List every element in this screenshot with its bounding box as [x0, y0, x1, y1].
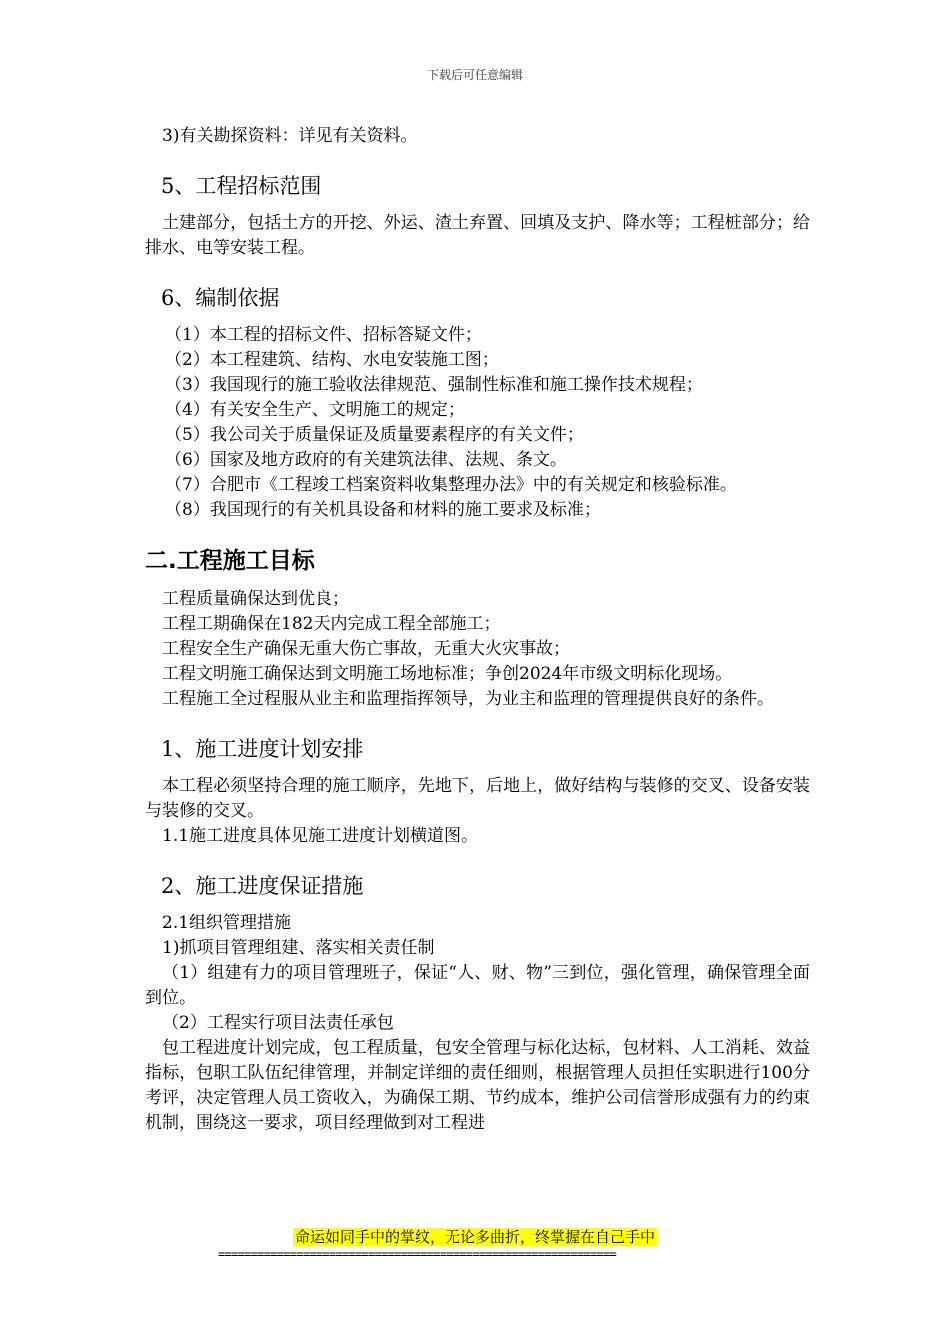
footer-rule: ============================================================= — [218, 1247, 617, 1261]
list-item: （3）我国现行的施工验收法律规范、强制性标准和施工操作技术规程； — [165, 375, 703, 395]
heading-basis: 6、编制依据 — [161, 286, 280, 310]
paragraph-survey: 3)有关勘探资料：详见有关资料。 — [162, 126, 418, 146]
heading-bid-scope: 5、工程招标范围 — [161, 174, 322, 198]
page-header: 下载后可任意编辑 — [426, 68, 523, 82]
paragraph-schedule-order: 本工程必须坚持合理的施工顺序，先地下，后地上，做好结构与装修的交叉、设备安装与装修的交叉。 — [145, 776, 810, 821]
paragraph-contract-detail: 包工程进度计划完成，包工程质量，包安全管理与标化达标，包材料、人工消耗、效益指标，包职工队伍纪律管理，并制定详细的责任细则，根据管理人员担任实职进行100分考评，决定管理人员工资收入，为确保工期、节约成本，维护公司信誉形成强有力的约束机制，围绕这一要求，项目经理做到对工程进 — [145, 1038, 810, 1133]
paragraph-team: （1）组建有力的项目管理班子，保证“人、财、物”三到位，强化管理，确保管理全面到位。 — [145, 963, 810, 1008]
goal-item: 工程质量确保达到优良； — [162, 589, 349, 609]
paragraph-contract: （2）工程实行项目法责任承包 — [162, 1013, 394, 1033]
list-item: （7）合肥市《工程竣工档案资料收集整理办法》中的有关规定和核验标准。 — [165, 475, 737, 495]
basis-list — [145, 323, 810, 523]
paragraph-bid-scope: 土建部分，包括土方的开挖、外运、渣土弃置、回填及支护、降水等；工程桩部分；给排水、电等安装工程。 — [145, 213, 810, 258]
list-item: （6）国家及地方政府的有关建筑法律、法规、条文。 — [165, 450, 567, 470]
heading-construction-goals: 二.工程施工目标 — [145, 548, 315, 574]
footer-motto — [0, 1227, 950, 1247]
document-body — [145, 124, 810, 1136]
list-item: （8）我国现行的有关机具设备和材料的施工要求及标准； — [165, 500, 601, 520]
list-item: （2）本工程建筑、结构、水电安装施工图； — [165, 350, 499, 370]
list-item: （5）我公司关于质量保证及质量要素程序的有关文件； — [165, 425, 584, 445]
paragraph-responsibility: 1)抓项目管理组建、落实相关责任制 — [162, 938, 435, 958]
goal-item: 工程安全生产确保无重大伤亡事故，无重大火灾事故； — [162, 639, 570, 659]
paragraph-schedule-chart: 1.1施工进度具体见施工进度计划横道图。 — [162, 826, 479, 846]
heading-schedule-plan: 1、施工进度计划安排 — [161, 737, 364, 761]
footer-motto-text: 命运如同手中的掌纹，无论多曲折，终掌握在自己手中 — [294, 1228, 655, 1246]
list-item: （4）有关安全生产、文明施工的规定； — [165, 400, 465, 420]
goal-item: 工程施工全过程服从业主和监理指挥领导，为业主和监理的管理提供良好的条件。 — [162, 689, 774, 709]
goal-item: 工程工期确保在182天内完成工程全部施工； — [162, 614, 501, 634]
paragraph-org-measures: 2.1组织管理措施 — [162, 913, 292, 933]
heading-schedule-measures: 2、施工进度保证措施 — [161, 874, 364, 898]
goals-list — [145, 587, 810, 712]
goal-item: 工程文明施工确保达到文明施工场地标准；争创2024年市级文明标化现场。 — [162, 664, 733, 684]
list-item: （1）本工程的招标文件、招标答疑文件； — [165, 325, 482, 345]
